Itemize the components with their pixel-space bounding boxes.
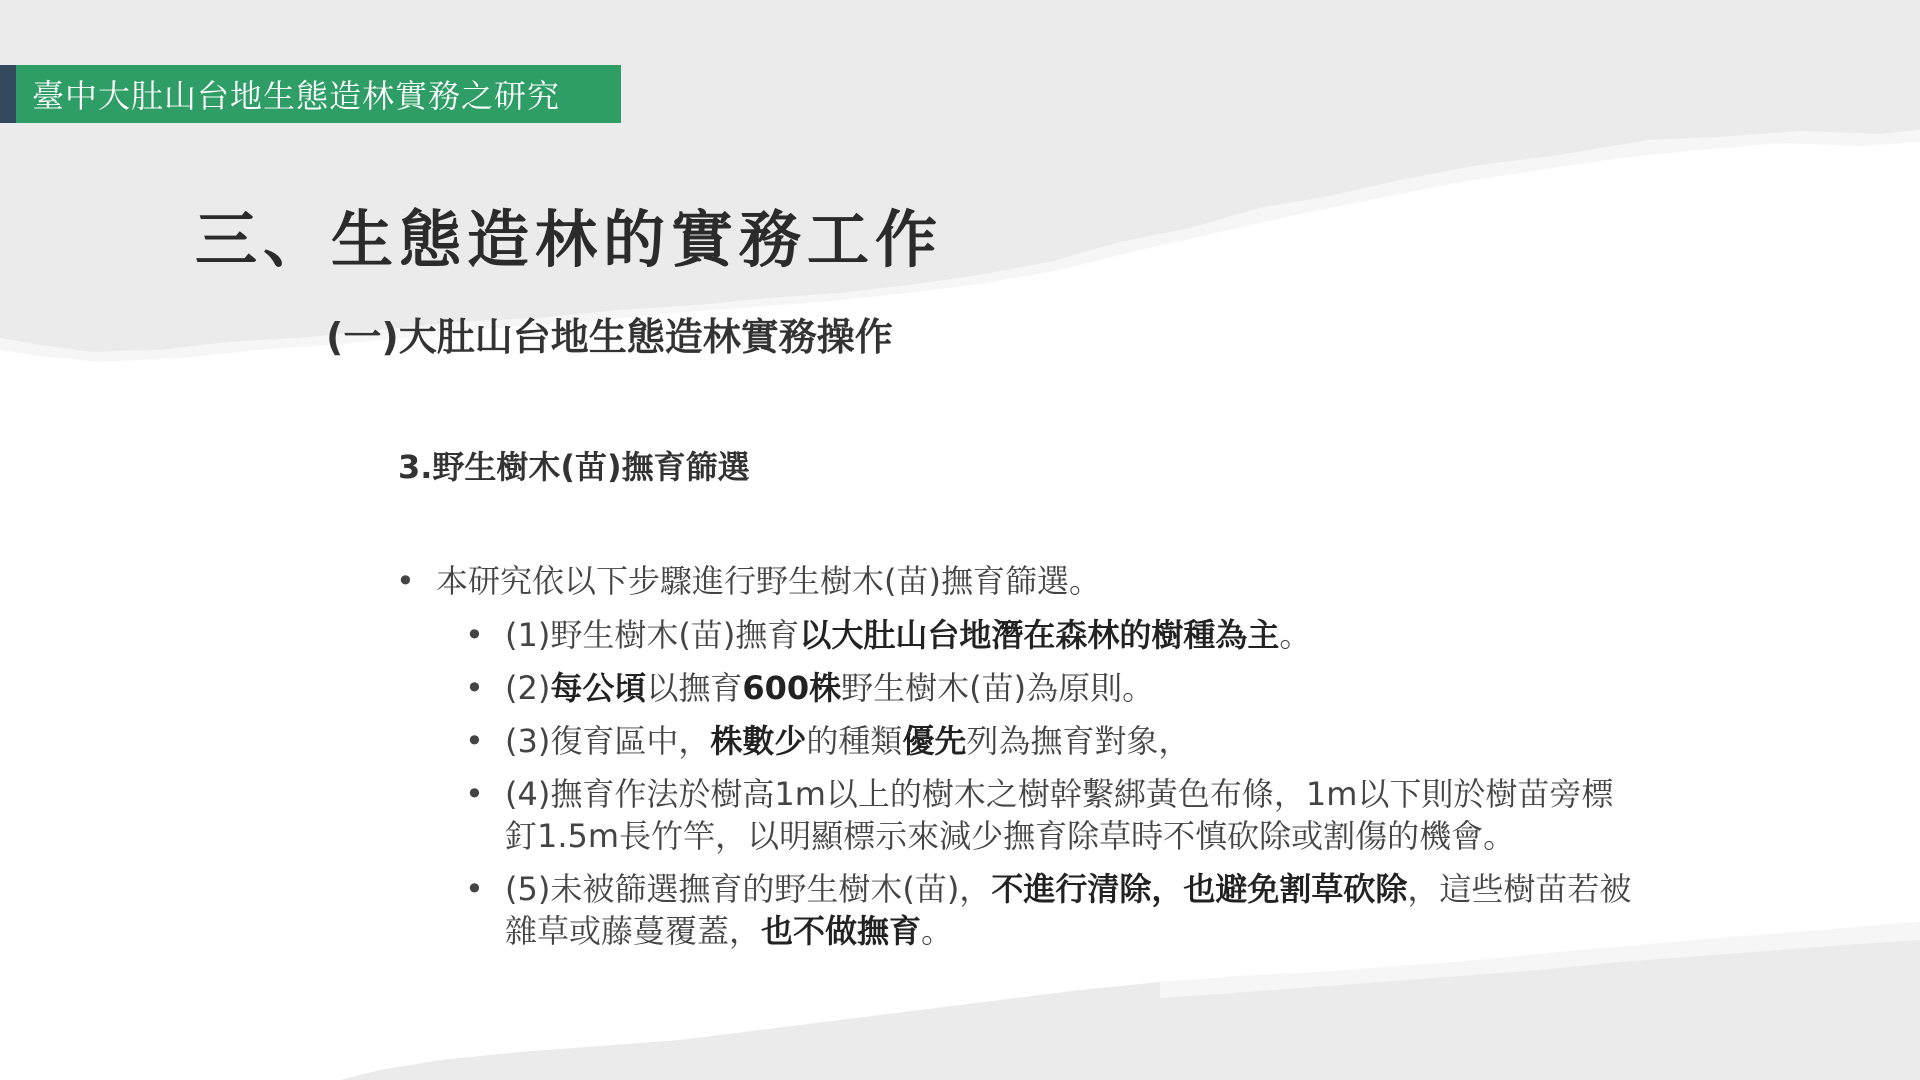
bullet-dot: •	[396, 562, 415, 600]
sub-bullet-4-text: (4)撫育作法於樹高1m以上的樹木之樹幹繫綁黃色布條，1m以下則於樹苗旁標釘1.5m長竹竿，以明顯標示來減少撫育除草時不慎砍除或割傷的機會。	[505, 775, 1614, 855]
sub-bullet-5-bold-nocare: 也不做撫育	[761, 912, 922, 950]
bullet-list	[392, 560, 1632, 963]
sub-bullet-3-bold-priority: 優先	[902, 722, 967, 760]
sub-bullet-2-bold-count: 600株	[742, 669, 842, 707]
bullet-dot: •	[465, 669, 484, 707]
sub-bullet-2-mid: 以撫育	[646, 669, 743, 707]
bullet-intro	[392, 560, 1632, 602]
header-accent-stripe	[0, 65, 16, 123]
section-title: 三、生態造林的實務工作	[195, 203, 944, 276]
sub-bullet-2-end: 野生樹木(苗)為原則。	[841, 669, 1155, 707]
sub-bullet-1-bold: 以大肚山台地潛在森林的樹種為主	[799, 616, 1280, 654]
sub-bullet-2-bold-area: 每公頃	[550, 669, 647, 707]
item-title: 3.野生樹木(苗)撫育篩選	[398, 448, 750, 486]
sub-bullet-5-text: (5)未被篩選撫育的野生樹木(苗)，	[505, 870, 992, 908]
header-banner	[16, 65, 621, 123]
sub-bullet-3-text: (3)復育區中，	[505, 722, 711, 760]
sub-bullet-3-mid: 的種類	[806, 722, 903, 760]
header-title: 臺中大肚山台地生態造林實務之研究	[32, 77, 561, 115]
header-bar	[0, 65, 621, 123]
sub-bullet-5	[465, 868, 1632, 952]
sub-bullet-3-end: 列為撫育對象，	[966, 722, 1191, 760]
sub-bullet-1-end: 。	[1279, 616, 1312, 654]
bullet-dot: •	[465, 722, 484, 760]
sub-bullet-5-mid: ，這些樹苗若被雜草或藤蔓覆蓋，	[505, 870, 1632, 950]
bullet-dot: •	[465, 616, 484, 654]
sub-bullet-5-bold-keep: 不進行清除，也避免割草砍除	[991, 870, 1408, 908]
bullet-intro-text: 本研究依以下步驟進行野生樹木(苗)撫育篩選。	[436, 562, 1101, 600]
sub-title: (一)大肚山台地生態造林實務操作	[326, 315, 893, 359]
bullet-dot: •	[465, 870, 484, 908]
sub-bullet-2	[465, 667, 1632, 709]
bullet-dot: •	[465, 775, 484, 813]
sub-bullet-3-bold-few: 株數少	[710, 722, 807, 760]
sub-bullet-4	[465, 773, 1632, 857]
sub-bullet-3	[465, 720, 1632, 762]
sub-bullet-1-text: (1)野生樹木(苗)撫育	[505, 616, 800, 654]
sub-bullet-5-end: 。	[921, 912, 954, 950]
sub-bullet-2-text: (2)	[505, 669, 551, 707]
sub-bullet-1	[465, 614, 1632, 656]
